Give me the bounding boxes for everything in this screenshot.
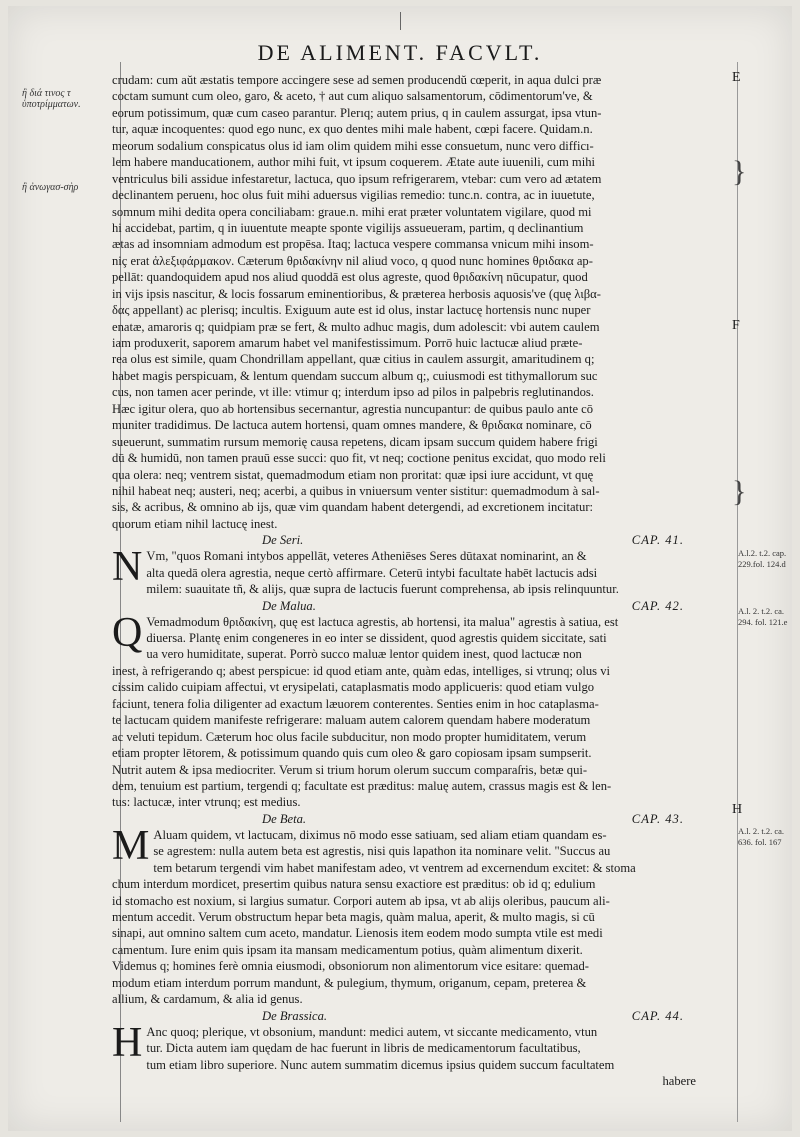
drop-capital: M	[112, 826, 150, 869]
text-line: ventriculus bili assidue infestaretur, lactuca, quo ipsum refrigerarem, vtebar: cum vero ad ætatem	[112, 171, 602, 186]
text-line: diuersa. Plantę enim congeneres in eo inter se dissident, quod agrestis quidem siccitate, sati	[146, 631, 607, 645]
text-line: Aluam quidem, vt lactucam, diximus nō modo esse satiuam, sed aliam etiam quandam es-	[153, 827, 607, 842]
text-line: milem: suauitate tñ, & alijs, quæ supra de lactucis fuerunt comprehensa, ab ipsis relinquuntur.	[146, 582, 619, 597]
text-line: inest, à refrigerando q; abest perspicue: id quod etiam ante, quàm edas, intelliges, si vtrunq; olus vi	[112, 663, 611, 678]
text-line: pellāt: quandoquidem apud nos aliud quoddā est olus agreste, quod θριδακίνη nūcupatur, quod	[112, 270, 588, 285]
text-line: Vemadmodum θριδακίνη, quę est lactuca agrestis, ab hortensi, ita malua" agrestis à satiua, est	[146, 614, 619, 629]
text-line: tem betarum tergendi vim habet manifestam adeo, vt ventrem ad excernendum excitet: & stoma	[153, 860, 636, 875]
text-line: camentum. Iure enim quis ipsam ita mansam medicamentum potius, quàm alimentum dixerit.	[112, 942, 583, 957]
text-line: tur, aquæ incoquentes: quod ego nunc, ex quo dentes mihi male habent, cœpi facere. Quidam.n.	[112, 122, 593, 137]
text-line: se agrestem: nulla autem beta est agrestis, nisi quis lapathon ita nominare velit. "Succus au	[153, 844, 611, 859]
text-line: declinantem peruenı, hoc olus fuit mihi aduersus vigilias remedio: tunc.n. contra, ac in iuuetute,	[112, 188, 595, 203]
chapter-title: De Malua.	[262, 598, 316, 613]
chapter-title: De Beta.	[262, 811, 307, 826]
text-line: niç erat ἀλεξιφάρμακον. Cæterum θριδακίνην nil aliud voco, q quod nunc homines θριδακα ap-	[112, 253, 593, 268]
running-header: DE ALIMENT. FACVLT.	[257, 40, 543, 65]
catchword: habere	[662, 1073, 696, 1088]
text-line: Hæc igitur olera, quo ab hortensibus secernantur, agrestia nuncupantur: de quibus paulo ante cō	[112, 401, 594, 416]
text-line: Nutrit autem & ipsa mediocriter. Verum si trium horum olerum succum comparaſris, betæ qui-	[112, 762, 588, 777]
chapter-number: CAP. 43.	[631, 811, 684, 826]
text-line: allium, & cardamum, & alia id genus.	[112, 992, 303, 1007]
chapter-heading	[112, 532, 714, 548]
text-line: hi accidebat, partim, q in iuuentute meapte sponte vigilijs assueueram, partim, q declinantium	[112, 220, 584, 235]
chapter-number: CAP. 42.	[631, 598, 684, 613]
chapters	[112, 532, 714, 1073]
text-line: cissim calido cuipiam affectui, vt erysipelati, cataplasmatis modo applicueris: quod etiam vulgo	[112, 680, 595, 695]
text-line: Vm, "quos Romani intybos appellāt, veteres Atheniēses Seres dūtaxat nominarint, an &	[146, 549, 587, 564]
text-line: modum etiam interdum porrum mandunt, & pulegium, thymum, origanum, cepam, preterea &	[112, 975, 587, 990]
text-line: habet magis perspicuam, & lentum quendam succum album q;, cuiusmodi est tithymallorum suc	[112, 368, 598, 383]
right-margin-rule	[737, 62, 738, 1122]
text-line: cus, non tamen acer perinde, vt ille: vtimur q; interdum ipso ad pilos in palpebris reglutinandos.	[112, 385, 594, 400]
chapter-title: De Seri.	[262, 533, 304, 548]
text-line: tum etiam libro superiore. Nunc autem summatim dicemus ipsius quidem succum facultatem	[146, 1057, 615, 1072]
text-line: coctam sumunt cum oleo, garo, & aceto, † aut cum aliquo salsamentorum, cōdimentorum've, &	[112, 89, 593, 104]
chapter-heading	[112, 598, 714, 614]
text-line: muniter tradidimus. De lactuca autem hortensi, quam omnes mandere, & θριδακα nominare, cō	[112, 418, 592, 433]
chapter-body	[112, 548, 714, 597]
text-line: iam produxerit, saporem amarum habet vel manifestissimum. Porrō huic lactucæ aliud præte-	[112, 336, 583, 350]
text-line: rea olus est simile, quam Chondrillam appellant, quæ citius in caulem assurgit, amaritudinem q;	[112, 352, 595, 367]
margin-letter-h: H	[732, 802, 743, 817]
chapter-number: CAP. 44.	[631, 1008, 684, 1023]
text-line: Videmus q; homines ferè omnia eiusmodi, obsoniorum non alimentorum vice esitare: quemad-	[112, 959, 590, 974]
text-line: ætas ad insomniam admodum est propēsa. Itaq; lactuca vespere commansa vnicum mihi insom-	[112, 237, 594, 252]
page-edge-mark	[400, 12, 401, 30]
margin-letter-f: F	[732, 318, 740, 333]
chapter-number: CAP. 41.	[631, 533, 684, 548]
margin-reference-2: A.l. 2. t.2. ca. 294. fol. 121.e	[738, 606, 788, 627]
text-line: sis, & acribus, & omnino ab ijs, quæ vim quandam habent detergendi, ad excretionem incitatur:	[112, 500, 594, 515]
chapter-heading	[112, 1008, 714, 1024]
text-line: eorum potissimum, quæ cum caseo parantur. Plerıq; autem prius, q in caulem assurgat, ipsa vtun-	[112, 105, 602, 120]
text-line: tur. Dicta autem iam quędam de hac fuerunt in libris de medicamentorum facultatibus,	[146, 1041, 581, 1056]
text-line: crudam: cum aŭt æstatis tempore accingere sese ad semen producendŭ cœperit, in aqua dulci præ	[112, 73, 602, 87]
chapter-title: De Brassica.	[262, 1008, 328, 1023]
text-line: dem, tenuium est partium, tergendi q; facultate est præditus: maluę autem, crassus magis est & len-	[112, 778, 612, 793]
text-line: sueuerunt, summatim rursum memorię causa repetens, dicam ipsam succum quidem habere frigi	[112, 434, 598, 449]
text-line: chum interdum mordicet, presertim quibus natura sensu exactiore est præditus: ob id q; edulium	[112, 877, 596, 892]
text-line: nihil habeat neq; austeri, neq; acerbi, a quibus in vniuersum venter sistitur: quemadmodum à sal-	[112, 483, 600, 498]
text-line: lem habere manducationem, author mihi fuit, vt ipsum coquerem. Ætate aute iuuenili, cum mihi	[112, 155, 595, 170]
text-line: etiam propter lētorem, & potissimum quando quis cum oleo & garo copiosam ipsam sumpserit.	[112, 746, 592, 761]
margin-brace-mark: }	[732, 475, 747, 508]
text-line: dū & humidū, non tamen prauū esse succi: quo fit, vt neq; coctione penitus excidat, quo modo reli	[112, 451, 606, 466]
text-line: quorum etiam nihil lactucę inest.	[112, 516, 278, 531]
margin-reference-1: A.l.2. t.2. cap. 229.fol. 124.d	[738, 548, 787, 569]
drop-capital: N	[112, 548, 143, 591]
text-line: ac veluti tepidum. Cæterum hoc olus facile subducitur, non modo propter humiditatem, verum	[112, 729, 587, 744]
chapter-heading	[112, 811, 714, 827]
text-line: alta quedā olera agrestia, neque certò affirmare. Ceterū intybi facultate habēt lactucis adsi	[146, 565, 598, 580]
chapter-body	[112, 1024, 714, 1073]
margin-note-greek-2: ἢ ἀνωγασ-σὴρ	[22, 182, 79, 193]
text-line: somnum mihi dedita opera conciliabam: graue.n. mihi erat præter voluntatem vigilare, quod mi	[112, 204, 592, 219]
text-line: sinapi, aut omnino saltem cum aceto, mandatur. Lienosis item eodem modo sumpta vtile est medi	[112, 926, 603, 941]
text-line: qua olera: neq; ventrem sistat, quemadmodum etiam non proritat: quæ ipsi iure accidunt, vt quę	[112, 467, 594, 482]
text-line: mentum accedit. Verum obstructum hepar beta magis, quàm malua, aperit, & multo magis, si cū	[112, 910, 595, 924]
margin-brace-mark: }	[732, 155, 747, 188]
text-line: faciunt, tenera folia diligenter ad exactum læuorem conterentes. Senties enim in hoc cataplasma-	[112, 696, 599, 711]
text-line: Anc quoq; plerique, vt obsonium, mandunt: medici autem, vt siccante medicamento, vtun	[146, 1024, 598, 1039]
chapter-body	[112, 827, 714, 1008]
margin-reference-3: A.l. 2. t.2. ca. 636. fol. 167	[738, 826, 785, 847]
margin-note-greek-1: ἢ διά τινος τ ὑποτρίμματων.	[22, 88, 81, 110]
chapter-body	[112, 614, 714, 811]
text-line: id stomacho est noxium, si largius sumatur. Corpori autem ab ipsa, vt ab alijs oleribus, paucum ali-	[112, 893, 610, 908]
text-line: te lactucam quidem manifeste refrigerare: maluam autem calorem quendam habere moderatum	[112, 713, 591, 728]
lettuce-text-block	[112, 72, 714, 532]
text-line: meorum sodalium conspicatus olus id iam olim quidem mihi esse consuetum, nunc vero difficı-	[112, 138, 594, 153]
text-line: enatæ, amaroris q; quidpiam præ se fert, & multo adhuc magis, dum adolescit: vbi autem caulem	[112, 319, 600, 334]
main-text-column	[112, 72, 714, 1089]
text-line: in vijs ipsis nascitur, & locis fossarum eminentioribus, & præterea herbosis aquosis've (quę λιβα-	[112, 286, 601, 301]
text-line: δας appellant) ac plerisq; incultis. Exiguum aute est id olus, instar lactucę hortensis nunc nuper	[112, 303, 591, 318]
margin-letter-e: E	[732, 70, 741, 85]
text-line: ua vero humiditate, superat. Porrò succo maluæ lentor quidem inest, quod lactucæ non	[146, 647, 582, 662]
text-line: tus: lactucæ, inter vtrunq; est medius.	[112, 795, 301, 810]
drop-capital: H	[112, 1023, 143, 1066]
drop-capital: Q	[112, 613, 143, 656]
